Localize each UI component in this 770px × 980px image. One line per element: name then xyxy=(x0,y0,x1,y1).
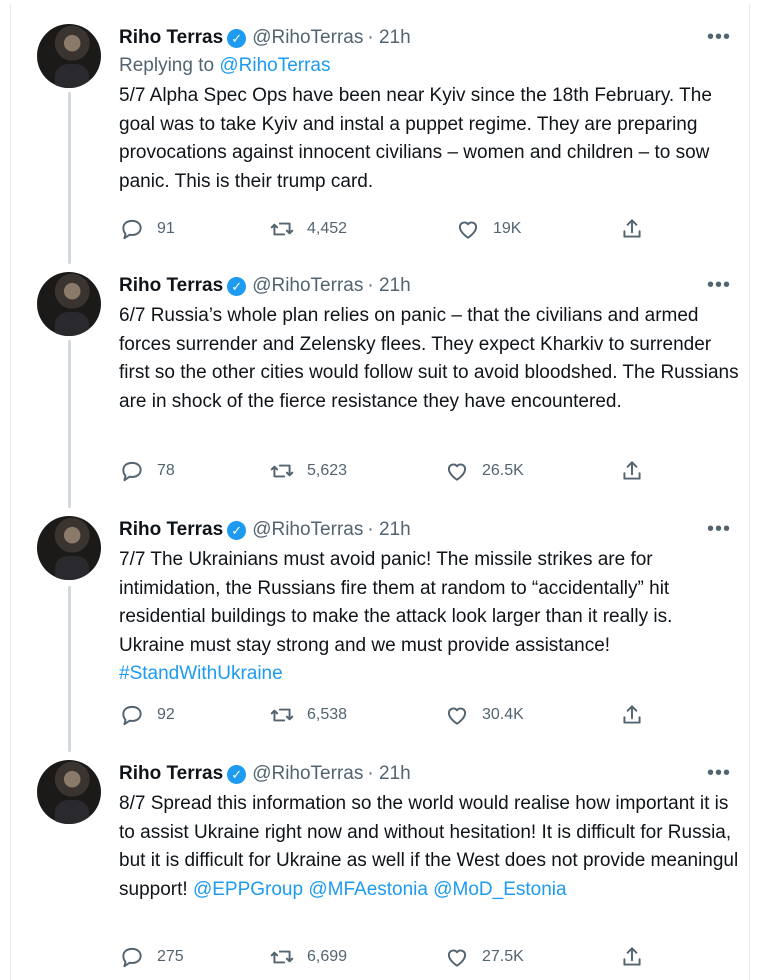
replying-to xyxy=(119,52,739,80)
timestamp[interactable]: · 21h xyxy=(367,763,411,784)
retweet-icon xyxy=(269,458,295,484)
author-name[interactable]: Riho Terras xyxy=(119,763,224,784)
reply-count: 91 xyxy=(157,220,175,237)
reply-count: 78 xyxy=(157,462,175,479)
like-button[interactable] xyxy=(444,458,524,484)
verified-badge-icon: ✓ xyxy=(227,29,246,48)
more-icon[interactable]: ••• xyxy=(706,762,731,784)
like-button[interactable] xyxy=(455,216,521,242)
replying-to-label: Replying to xyxy=(119,55,215,76)
reply-icon xyxy=(119,216,145,242)
author-handle[interactable]: @RihoTerras xyxy=(252,519,364,540)
tweet-actions xyxy=(119,214,679,244)
like-count: 30.4K xyxy=(482,706,524,723)
verified-badge-icon: ✓ xyxy=(227,277,246,296)
tweet[interactable] xyxy=(21,516,751,748)
tweet-header xyxy=(119,760,739,788)
replying-to-link[interactable]: @RihoTerras xyxy=(219,55,331,76)
tweet-actions xyxy=(119,456,679,486)
like-count: 26.5K xyxy=(482,462,524,479)
reply-button[interactable] xyxy=(119,216,175,242)
share-icon xyxy=(619,702,645,728)
mention-link[interactable]: @MFAestonia xyxy=(308,878,428,900)
author-name[interactable]: Riho Terras xyxy=(119,27,224,48)
share-icon xyxy=(619,944,645,970)
author-handle[interactable]: @RihoTerras xyxy=(252,27,364,48)
tweet-text xyxy=(119,546,739,689)
author-name[interactable]: Riho Terras xyxy=(119,519,224,540)
tweet-actions xyxy=(119,942,679,972)
timestamp[interactable]: · 21h xyxy=(367,519,411,540)
avatar[interactable] xyxy=(37,24,101,88)
author-name[interactable]: Riho Terras xyxy=(119,275,224,296)
avatar[interactable] xyxy=(37,272,101,336)
share-button[interactable] xyxy=(619,458,657,484)
reply-button[interactable] xyxy=(119,702,175,728)
hashtag-link[interactable]: #StandWithUkraine xyxy=(119,663,283,684)
author-handle[interactable]: @RihoTerras xyxy=(252,763,364,784)
tweet-header xyxy=(119,272,739,300)
tweet-header xyxy=(119,24,739,52)
share-button[interactable] xyxy=(619,216,657,242)
share-button[interactable] xyxy=(619,702,657,728)
avatar[interactable] xyxy=(37,760,101,824)
heart-icon xyxy=(444,944,470,970)
author-handle[interactable]: @RihoTerras xyxy=(252,275,364,296)
avatar[interactable] xyxy=(37,516,101,580)
reply-icon xyxy=(119,944,145,970)
reply-icon xyxy=(119,702,145,728)
share-icon xyxy=(619,458,645,484)
mention-link[interactable]: @MoD_Estonia xyxy=(433,878,567,900)
reply-button[interactable] xyxy=(119,458,175,484)
like-button[interactable] xyxy=(444,702,524,728)
more-icon[interactable]: ••• xyxy=(706,518,731,540)
retweet-button[interactable] xyxy=(269,944,347,970)
tweet-actions xyxy=(119,700,679,730)
mention-link[interactable]: @EPPGroup xyxy=(192,878,304,900)
tweet-text-body: 7/7 The Ukrainians must avoid panic! The missile strikes are for intimidation, the Russians fire them at random to “accidentally” hit residential buildings to make the attack look larger than it really is. Ukraine must stay strong and we must provide assistance! xyxy=(119,549,673,656)
like-count: 19K xyxy=(493,220,522,237)
share-icon xyxy=(619,216,645,242)
retweet-count: 6,538 xyxy=(307,706,348,723)
retweet-count: 5,623 xyxy=(307,462,348,479)
tweet[interactable] xyxy=(21,760,751,980)
heart-icon xyxy=(444,702,470,728)
reply-icon xyxy=(119,458,145,484)
more-icon[interactable]: ••• xyxy=(706,274,731,296)
like-count: 27.5K xyxy=(482,948,524,965)
retweet-button[interactable] xyxy=(269,216,347,242)
tweet-text: 6/7 Russia’s whole plan relies on panic – that the civilians and armed forces surrender and Zelensky flees. They expect Kharkiv to surrender first so the other cities would follow suit to avoid bloodshed. The Russians are in shock of the fierce resistance they have encountered. xyxy=(119,305,739,412)
retweet-icon xyxy=(269,944,295,970)
retweet-button[interactable] xyxy=(269,458,347,484)
heart-icon xyxy=(455,216,481,242)
retweet-count: 6,699 xyxy=(307,948,348,965)
reply-count: 92 xyxy=(157,706,175,723)
retweet-button[interactable] xyxy=(269,702,347,728)
heart-icon xyxy=(444,458,470,484)
tweet[interactable] xyxy=(21,24,751,254)
tweet-header xyxy=(119,516,739,544)
tweet-text xyxy=(119,790,739,904)
timeline-frame xyxy=(10,4,750,980)
verified-badge-icon: ✓ xyxy=(227,765,246,784)
reply-button[interactable] xyxy=(119,944,184,970)
timestamp[interactable]: · 21h xyxy=(367,27,411,48)
verified-badge-icon: ✓ xyxy=(227,521,246,540)
reply-count: 275 xyxy=(157,948,184,965)
tweet-text: 5/7 Alpha Spec Ops have been near Kyiv since the 18th February. The goal was to take Kyiv and instal a puppet regime. They are preparing provocations against innocent civilians – women and children – to sow panic. This is their trump card. xyxy=(119,85,712,192)
retweet-icon xyxy=(269,216,295,242)
retweet-icon xyxy=(269,702,295,728)
like-button[interactable] xyxy=(444,944,524,970)
tweet-text-body: 8/7 Spread this information so the world would realise how important it is to assist Ukraine right now and without hesitation! It is difficult for Russia, but it is difficult for Ukraine as well if the West does not provide meaningul support! xyxy=(119,793,739,900)
retweet-count: 4,452 xyxy=(307,220,348,237)
share-button[interactable] xyxy=(619,944,657,970)
timestamp[interactable]: · 21h xyxy=(367,275,411,296)
tweet[interactable] xyxy=(21,272,751,502)
more-icon[interactable]: ••• xyxy=(706,26,731,48)
